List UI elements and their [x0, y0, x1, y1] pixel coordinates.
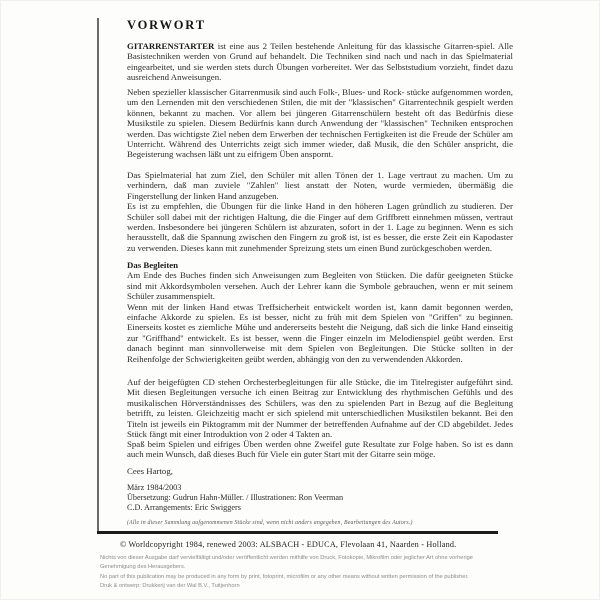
printer-credit: Druk & ontwerp: Drukkerij van der Wal B.V., Tuitjenhorn: [100, 583, 240, 589]
cd-paragraph: [127, 377, 513, 439]
spielmaterial-block: [127, 170, 513, 253]
begleiten-section: [127, 260, 513, 364]
paragraph: Am Ende des Buches finden sich Anweisungen zum Begleiten von Stücken. Die dafür geeigneten Stücke sind mit Akkordsymbolen versehen. Auch der Lehrer kann die Symbole gebrauchen, wenn er mit seinem Schüler zusammenspielt.: [127, 270, 513, 302]
author-signature: Cees Hartog,: [127, 466, 173, 476]
paragraph: Neben spezieller klassischer Gitarrenmusik sind auch Folk-, Blues- und Rock- stücke aufgenommen worden, um den Lernenden mit den verschiedenen Stilen, die mit der "klassischen" Gitarrentechnik gespielt werden können, bekannt zu machen. Vor allem bei jüngeren Gitarrenschülern besteht oft das Bedürfnis diese Musikstile zu spielen. Diesem Bedürfnis kann durch Anwendung der "klassischen" Techniken entsprochen werden. Das wichtigste Ziel neben dem Erwerben der technischen Fertigkeiten ist die Freude der Schüler am Unterricht. Während des Unterrichts zeigt sich immer wieder, daß Musik, die den Schüler anspricht, die Begeisterung wachsen läßt unt zu eifrigem Üben anspornt.: [127, 87, 513, 160]
legal-block: [100, 554, 508, 582]
page-title: VORWORT: [127, 18, 206, 32]
credits-block: [127, 483, 343, 512]
paragraph: Das Spielmaterial hat zum Ziel, den Schüler mit allen Tönen der 1. Lage vertraut zu machen. Um zu verhindern, daß man zuviele "Zahlen" liest anstatt der Noten, wurde vermieden, übermäßig die Fingerstellung der linken Hand anzugeben.: [127, 170, 513, 201]
paragraph: Spaß beim Spielen und eifriges Üben werden ohne Zweifel gute Resultate zur Folge haben. So ist es dann auch mein Wunsch, daß dieses Buch für Viele ein guter Start mit der Gitarre sein möge.: [127, 439, 513, 460]
left-margin-rule: [97, 18, 99, 533]
intro-paragraph: [127, 41, 513, 83]
copyright-line: © Worldcopyright 1984, renewed 2003: ALSBACH - EDUCA, Flevolaan 41, Naarden - Holland.: [120, 540, 457, 549]
book-title-lead: GITARRENSTARTER: [127, 41, 215, 51]
section-heading: Das Begleiten: [127, 260, 179, 270]
paragraph: Auf der beigefügten CD stehen Orchesterbegleitungen für alle Stücke, die im Titelregister aufgeführt sind. Mit diesen Begleitungen versuche ich einen Beitrag zur Entwicklung des rhythmischen Gefühls und des musikalischen Hörverständnisses des Schülers, was den zu spielenden Part in Bezug auf die Begleitung betrifft, zu leisten. Gleichzeitig macht er sich spielend mit unterschiedlichen Musikstilen bekannt. Bei den Titeln ist jeweils ein Piktogramm mit der Nummer der betreffenden Aufnahme auf der CD abgebildet. Jedes Stück fängt mit einer Introduktion von 2 oder 4 Takten an.: [127, 377, 513, 440]
legal-text-english: No part of this publication may be produced in any form by print, fotoprint, microfilm or any other means without written permission of the publisher.: [100, 574, 469, 581]
date-line: März 1984/2003: [127, 483, 182, 492]
translation-credit: Übersetzung: Gudrun Hahn-Müller. / Illustrationen: Ron Veerman: [127, 492, 344, 502]
paragraph: [127, 41, 513, 83]
closing-paragraph: [127, 439, 513, 460]
intro-text: ist eine aus 2 Teilen bestehende Anleitung für das klassische Gitarren-spiel. Alle Basistechniken werden von Grund auf behandelt. Die Techniken sind nach und nach in das Spielmaterial eingearbeitet, und sie werden stets durch Übungen vorbereitet. Wer das Selbststudium vorzieht, findet dazu ausreichend Anweisungen.: [127, 41, 513, 83]
paragraph: Wenn mit der linken Hand etwas Treffsicherheit entwickelt worden ist, kann damit begonnen werden, einfache Akkorde zu spielen. Es ist besser, nicht zu früh mit dem Spielen von "Griffen" zu beginnen. Einerseits kostet es ziemliche Mühe und andererseits besteht die Neigung, daß sich die linke Hand einseitig zur "Griffhand" entwickelt. Es ist besser, wenn die Finger einzeln im Melodienspiel geübt werden. Erst danach beginnt man sinnvollerweise mit dem Spielen von Begleitungen. Die Stücke sollten in der Reihenfolge der Schwierigkeiten geübt werden, abhängig von den zu verwendenden Akkorden.: [127, 301, 513, 364]
styles-paragraph: [127, 87, 513, 160]
cd-arrangements-credit: C.D. Arrangements: Eric Swiggers: [127, 502, 241, 512]
author-note: (Alle in dieser Sammlung aufgenommenen Stücke sind, wenn nicht anders angegeben, Bearbeitungen des Autors.): [127, 520, 413, 526]
footer-rule: [97, 531, 498, 534]
paragraph: Es ist zu empfehlen, die Übungen für die linke Hand in den höheren Lagen gründlich zu studieren. Der Schüler soll dabei mit der richtigen Haltung, die die Finger auf dem Griffbrett einnehmen müssen, vertraut werden. Insbesondere bei jüngeren Schülern ist abzuraten, sofort in der 1. Lage zu beginnen. Wenn es sich herausstellt, daß die Spannung zwischen den Fingern zu groß ist, ist es besser, die erste Zeit ein Kapodaster zu verwenden. Dieses kann mit zunehmender Spreizung stets um einen Bund zurückgeschoben werden.: [127, 201, 513, 253]
legal-text-german: Nichts von dieser Ausgabe darf vervielfältigt und/oder veröffentlicht werden mithilfe von Druck, Fotokopie, Mikrofilm oder jeglicher Art ohne vorherige Genehmigung des Herausgebers.: [100, 555, 473, 570]
